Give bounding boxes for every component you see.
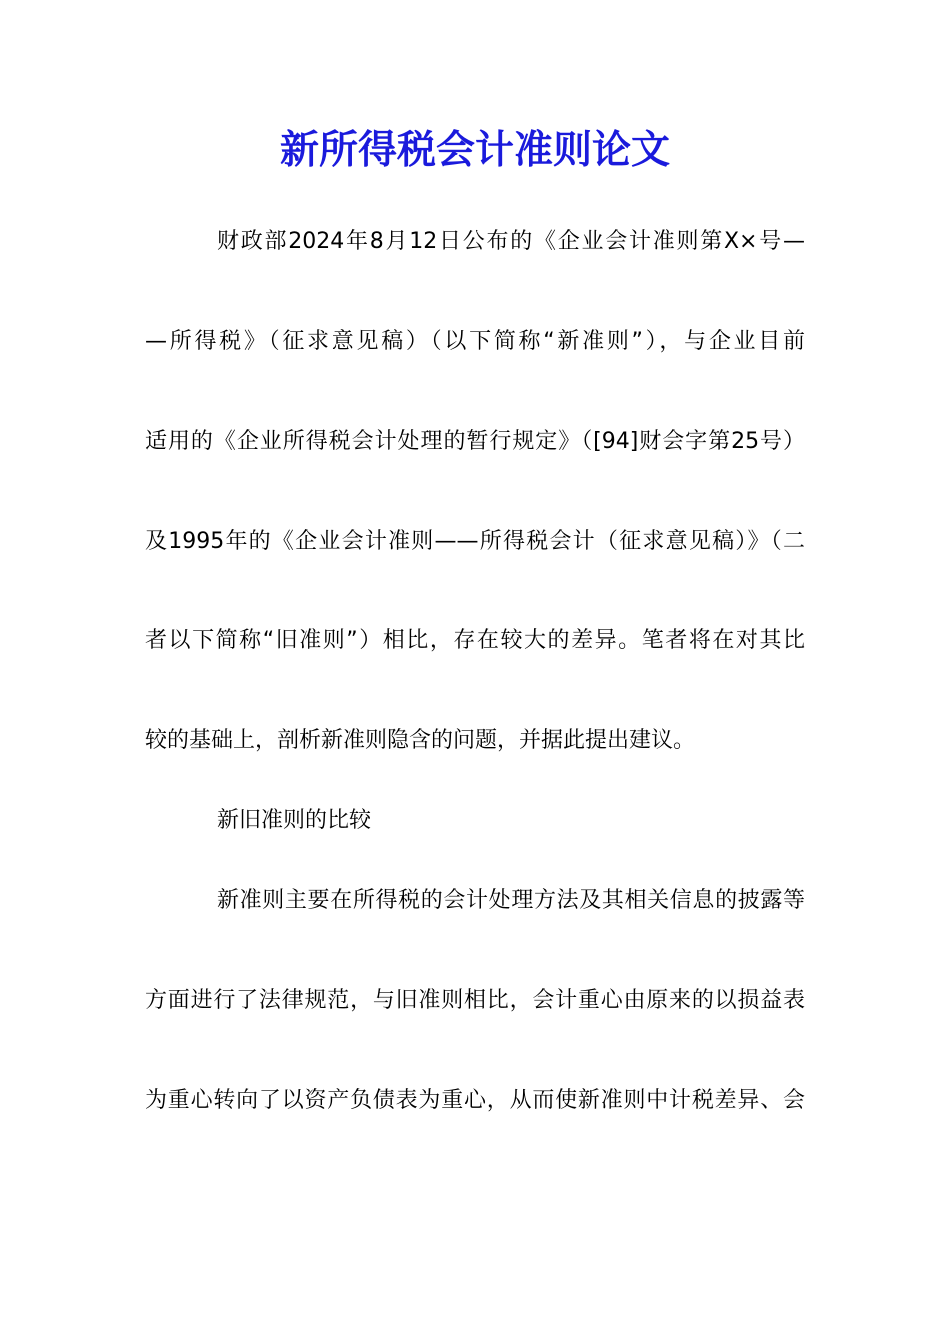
paragraph-1-line-3: 适用的《企业所得税会计处理的暂行规定》（[94]财会字第25号） xyxy=(145,429,805,454)
paragraph-2-line-2: 方面进行了法律规范，与旧准则相比，会计重心由原来的以损益表 xyxy=(145,988,805,1013)
paragraph-1-line-4: 及1995年的《企业会计准则——所得税会计（征求意见稿）》（二 xyxy=(145,529,805,554)
paragraph-1-line-1: 财政部2024年8月12日公布的《企业会计准则第X×号— xyxy=(217,229,805,254)
section-heading: 新旧准则的比较 xyxy=(217,808,372,833)
document-title: 新所得税会计准则论文 xyxy=(279,127,670,173)
paragraph-1-line-2: —所得税》（征求意见稿）（以下简称“新准则”），与企业目前 xyxy=(145,329,805,354)
paragraph-2-line-1: 新准则主要在所得税的会计处理方法及其相关信息的披露等 xyxy=(217,888,805,913)
paragraph-2-line-3: 为重心转向了以资产负债表为重心，从而使新准则中计税差异、会 xyxy=(145,1088,805,1113)
paragraph-1-line-5: 者以下简称“旧准则”）相比，存在较大的差异。笔者将在对其比 xyxy=(145,628,805,653)
paragraph-1-line-6: 较的基础上，剖析新准则隐含的问题，并据此提出建议。 xyxy=(145,728,696,753)
